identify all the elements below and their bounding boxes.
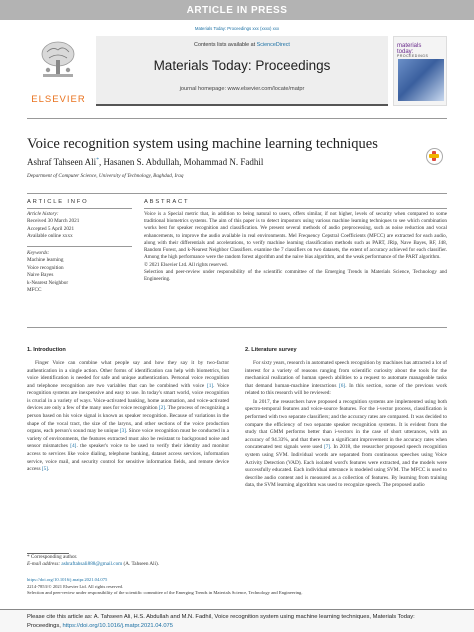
accepted-date: Accepted 5 April 2021 (27, 225, 75, 232)
email-suffix: (A. Tahseen Ali). (122, 561, 160, 568)
keyword: Voice recognition (27, 264, 64, 271)
reference-link[interactable]: [3] (119, 428, 126, 435)
intro-column (27, 360, 229, 475)
history-divider (27, 246, 132, 247)
top-citation[interactable]: Materials Today: Proceedings xxx (xxxx) xxx (194, 26, 280, 31)
article-in-press-banner (0, 0, 474, 20)
elsevier-tree-icon (39, 40, 77, 80)
abstract-heading: ABSTRACT (144, 199, 190, 205)
history-label: Article history: (27, 211, 59, 217)
publisher-logo[interactable] (27, 36, 90, 106)
abstract-selection: Selection and peer-review under responsibility of the scientific committee of the Emerging Trends in Materials Science, Technology and Engineering. (144, 268, 447, 282)
info-divider-top (27, 193, 447, 194)
reference-link[interactable]: [5] (41, 466, 49, 473)
abstract-divider (144, 208, 447, 209)
footnote (27, 554, 232, 568)
reference-link[interactable]: [2] (158, 405, 166, 412)
cover-title-line-2: today: (397, 49, 414, 55)
online-date: Available online xxxx (27, 233, 73, 240)
doi-link[interactable]: https://doi.org/10.1016/j.matpr.2021.04.075 (27, 577, 108, 582)
keyword: Machine learning (27, 257, 64, 264)
email-link[interactable]: ashraftahsali888@gmail.com (61, 561, 123, 568)
author-others: , Hasanen S. Abdullah, Mohammad N. Fadhil (98, 157, 264, 167)
citation-text: Please cite this article as: A. Tahseen Ali, H.S. Abdullah and M.N. Fadhil, Voice recognition system using machine learning techniques, Materials Today: Proceedings, (27, 614, 415, 629)
citation-box (0, 609, 474, 632)
literature-paragraph-1 (245, 360, 447, 398)
body-text: For sixty years, research in automated speech recognition by machines has attracted a lot of interest for a variety of reasons ranging from scientific curiosity about the tools for the mechanical realization of human speech abilities to a request to automate manageable tasks that demand human-machine interactions (245, 360, 448, 389)
intro-heading: 1. Introduction (27, 347, 66, 353)
cover-title-line-1: materials (397, 43, 422, 49)
body-text: Finger Voice can combine what people say and how they say it by two-factor authentication in a single action. Other forms of identification can help with biometrics, but voice identification is needed for safe and unique authentication. Personal voice recognition and telephone recognition are two variables that can be combined with voice (27, 360, 229, 389)
article-info-heading: ARTICLE INFO (27, 199, 89, 205)
abstract-copyright: © 2021 Elsevier Ltd. All rights reserved. (144, 261, 228, 268)
contents-line (96, 42, 388, 48)
body-text: . The process of recognizing a person based on his voice signal is known as speaker recognition. Because of variations in the shape of the vocal tract, the size of the larynx, and other sections of the voice production organs, each person's sound may be unique (27, 405, 229, 435)
journal-title-box (96, 36, 388, 106)
issn-line: 2214-7853/© 2021 Elsevier Ltd. All rights reserved. (27, 583, 124, 589)
body-text: . the speaker's voice to be used to verify their identity and monitor access to services like voice dialing, telephone banking, dataset access services, information service, voice mail, and security control for sensitive information fields, and remote device access (27, 443, 229, 473)
info-divider (27, 208, 132, 209)
author-first[interactable]: Ashraf Tahseen Ali (27, 157, 97, 167)
header-divider (27, 118, 447, 119)
body-text: . Voice recognition systems are inexpensive and easy to use. In today's smart world, voice recognition is crucial in a variety of ways. Voice-activated banking, home automation, and voice-activated devices are only a few of the many uses for voice recognition (27, 382, 229, 412)
keyword: Naive Bayes (27, 272, 54, 279)
keywords-label: Keywords: (27, 250, 50, 256)
crossmark-icon[interactable] (426, 148, 443, 165)
journal-title: Materials Today: Proceedings (153, 58, 331, 73)
email-label: E-mail address: (27, 561, 62, 568)
keyword: k-Nearest Neighbor (27, 279, 69, 286)
cover-image (398, 59, 444, 101)
reference-link[interactable]: [7] (323, 444, 331, 451)
received-date: Received 30 March 2021 (27, 218, 80, 225)
intro-paragraph (27, 360, 229, 474)
abstract-body (144, 211, 447, 283)
reference-link[interactable]: [6] (339, 382, 346, 389)
article-title: Voice recognition system using machine learning techniques (27, 136, 378, 152)
abstract-text: Voice is a Special metric that, in addition to being natural to users, offers similar, if not higher, levels of security when compared to some traditional biometrics systems. The aim of this paper is to detect impostors using various machine learning techniques to see which combination works best for speaker recognition and classification. We present several methods of audio preprocessing, such as noise reduction and vocal enhancements, to improve the audio available in real environments. Mel Frequency Cepstral Coefficients (MFCC) are extracted for each audio, along with their differentials and accelerations, to verify machine learning classification methods such as PART, JRip, Nave Bayes, RF, J48, Random Forest, and k-Nearest Neighbor Classifiers. examine the 7 classifiers on two datasets, the extent of accuracy achieved for each classifier. Among the high performance were the random forest algorithm and the naive bias algorithm, and the weak performance of the PART algorithm. (144, 211, 447, 261)
contents-prefix: Contents lists available at (194, 42, 257, 48)
reference-link[interactable]: [4] (70, 443, 77, 450)
body-text: . In 2018, the researcher proposed speech recognition system using SVM. Individual words are separated from continuous speeches using Voice Activity Detection (VAD). Each isolated word's features were extracted, and the models were successfully educated. Each individual utterance is modeled using SVM. The MFCC is used to describe audio content and is measured as a collection of features. By learning from training data, the SVM learning algorithm was used to recognize speech. The proposed audio (245, 444, 447, 489)
keyword: MFCC (27, 287, 42, 294)
corresponding-mark: * (96, 157, 99, 163)
abstract-bottom-divider (27, 327, 447, 328)
author-list (27, 157, 427, 167)
reference-link[interactable]: [1] (206, 382, 214, 389)
affiliation: Department of Computer Science, University of Technology, Baghdad, Iraq (27, 173, 184, 179)
citation-doi-link[interactable]: https://doi.org/10.1016/j.matpr.2021.04.075 (62, 622, 173, 629)
literature-heading: 2. Literature survey (245, 347, 297, 353)
cover-title-line-3: PROCEEDINGS (397, 54, 429, 58)
keywords-block (27, 250, 132, 294)
literature-paragraph-2 (245, 399, 447, 490)
email-line (27, 561, 232, 568)
corresponding-author-note: * Corresponding author. (27, 554, 78, 560)
literature-column (245, 360, 447, 491)
banner-text: ARTICLE IN PRESS (186, 4, 288, 16)
journal-cover[interactable] (393, 36, 447, 106)
body-text: . Since voice recognition must be conducted in a variety of environments, the features extracted must also be resistant to background noise and sensor mismatches (27, 428, 229, 450)
cover-title (397, 43, 428, 59)
body-text: . In this section, some of the previous work related to this research will be reviewed: (245, 382, 447, 397)
article-history (27, 211, 132, 241)
selection-line: Selection and peer-review under responsibility of the scientific committee of the Emerging Trends in Materials Science, Technology and Engineering. (27, 590, 303, 596)
body-text: . (48, 466, 50, 473)
sciencedirect-link[interactable]: ScienceDirect (256, 42, 290, 48)
bottom-matter (27, 577, 447, 597)
body-text: In 2017, the researchers have proposed a recognition systems are implemented using both spectro-temporal features and voice-source features. For the i-vector process, classification is performed with two separate classifiers; and the accuracy rates are compared. It was decided to compare the efficiency of two separate speaker recognition systems. It is evident from the study that GMM performs better than i-vectors in the case of short utterances, with an accuracy of 94.33%, and that there was a significant improvement in the accuracy rates when concatenated test signals were used (245, 398, 447, 451)
publisher-name: ELSEVIER (31, 94, 86, 105)
journal-homepage[interactable]: journal homepage: www.elsevier.com/locate/matpr (179, 86, 305, 92)
journal-header (27, 36, 447, 106)
